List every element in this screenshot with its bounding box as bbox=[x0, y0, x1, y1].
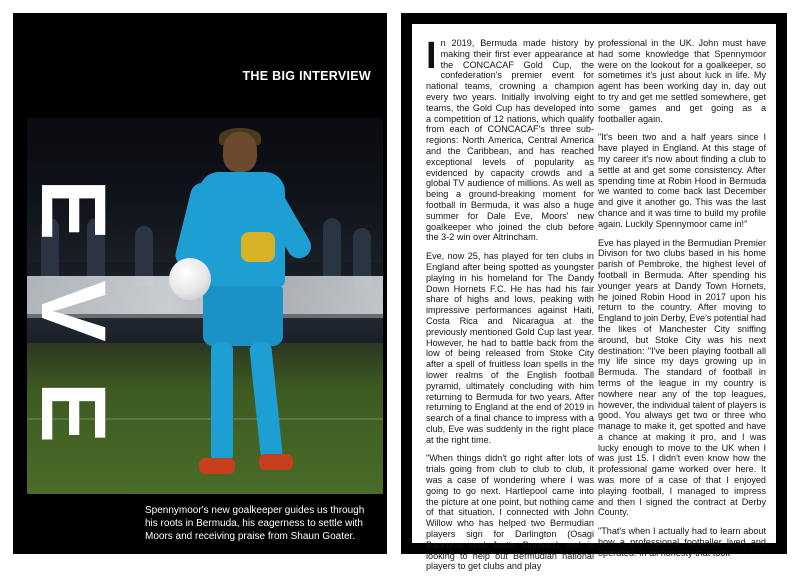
article-paragraph: professional in the UK. John must have had some knowledge that Spennymoor were on the lookout for a goalkeeper, so sometimes it's just about luck in life. My agent has been working day in, day out to try and get me settled somewhere, get some games and get going as a footballer again. bbox=[598, 38, 766, 124]
goalkeeper-boot bbox=[259, 454, 293, 470]
goalkeeper-glove bbox=[241, 232, 275, 262]
article-body bbox=[412, 24, 776, 572]
left-page bbox=[13, 13, 387, 554]
article-paragraph: In 2019, Bermuda made history by making their first ever appearance at the CONCACAF Gold Cup, the confederation's premier event for national teams, crowning a champion every two years. Initially involving eight teams, the Gold Cup has developed into a competition of 12 nations, which qualify from each of CONCACAF's three sub-regions: North America, Central America and the Caribbean, and has reached exceptional levels of popularity as evidenced by capacity crowds and a global TV audience of millions. As well as being a ground-breaking moment for football in Bermuda, it was also a huge summer for Dale Eve, Moors' new goalkeeper who joined the club before the 3-2 win over Altrincham. bbox=[426, 35, 594, 243]
article-paragraph: "When things didn't go right after lots of trials going from club to club to club, it was a case of wondering where I was going to go next. Hartlepool came into the picture at one point, but nothing came of that situation. I connected with John Willow who has helped two Bermudian players sign for Darlington (Osagi Bascome and Justin Donawa) and is looking to help out Bermudian national players to get clubs and play bbox=[426, 453, 594, 572]
article-paragraph: Eve, now 25, has played for ten clubs in England after being spotted as youngster playing in his homeland for The Dandy Down Hornets F.C. He has had his fair share of highs and lows, peaking with impressive performances against Haiti, Costa Rica and Nicaragua at the previously mentioned Gold Cup last year. However, he had to battle back from the low of being released from Stoke City after a spell of fruitless loan spells in the lower realms of the English football pyramid, ultimately concluding with him returning to Bermuda for two years. After returning to England at the end of 2019 in search of a final chance to impress with a club, Eve was suddenly in the right place at the right time. bbox=[426, 251, 594, 445]
article-paragraph: "That's when I actually had to learn about how a professional footballer lived and operated. In all honesty that took bbox=[598, 526, 766, 558]
drop-cap: I bbox=[426, 35, 437, 77]
goalkeeper-head bbox=[223, 132, 257, 172]
goalkeeper-shorts bbox=[203, 286, 283, 346]
feature-title: EVE bbox=[22, 179, 124, 484]
goalkeeper-figure bbox=[177, 128, 317, 488]
article-column-2 bbox=[598, 38, 766, 567]
spectator bbox=[323, 218, 341, 278]
article-paragraph: Eve has played in the Bermudian Premier Divison for two clubs based in his home parish of Pembroke, the highest level of football in Bermuda. After spending his younger years at Dandy Town Hornets, he joined Robin Hood in 2017 upon his return to the country. After moving to England to join Derby, Eve's potential had the likes of Manchester City sniffing around, but Stoke City was his next destination: "I've been playing football all my life since my days growing up in Bermuda. The standard of football in terms of the league in my country is nowhere near any of the top leagues, however, the individual talent of players is good. You always get two or three who manage to make it, get spotted and have a chance at making it pro, and I was lucky enough to move to the UK when I was just 15. I didn't even know how the professional game worked over here. It was more of a case of that I enjoyed playing football, I managed to impress and then I signed the contract at Derby County. bbox=[598, 237, 766, 518]
section-label: THE BIG INTERVIEW bbox=[242, 69, 371, 83]
article-column-1 bbox=[426, 35, 594, 580]
football bbox=[169, 258, 211, 300]
standfirst-caption: Spennymoor's new goalkeeper guides us through his roots in Bermuda, his eagerness to settle with Moors and receiving praise from Shaun Goater. bbox=[145, 505, 365, 542]
goalkeeper-boot bbox=[199, 458, 235, 474]
goalkeeper-leg bbox=[249, 341, 283, 461]
right-page bbox=[401, 13, 787, 572]
article-paragraph: "It's been two and a half years since I have played in England. At this stage of my career it's now about finding a club to settle at and get some consistency. After spending time at Robin Hood in Bermuda we wanted to come back last December and give it another go. This was the last chance and it was time to build my profile again. Luckily Spennymoor came in!" bbox=[598, 132, 766, 229]
goalkeeper-leg bbox=[211, 342, 233, 462]
